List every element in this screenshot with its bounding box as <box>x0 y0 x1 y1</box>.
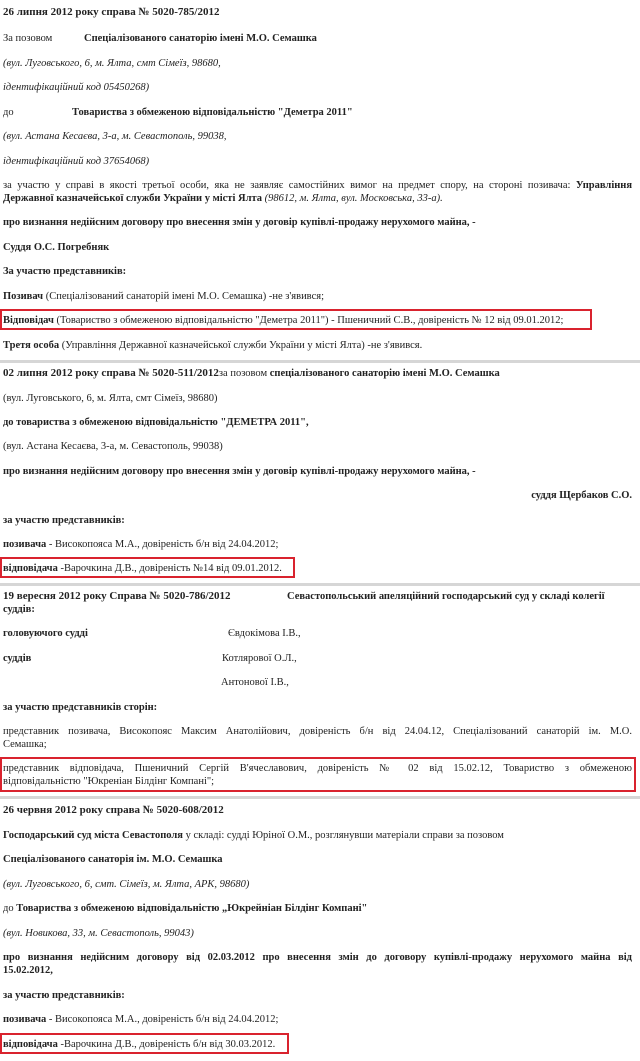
court-composition-cont: суддів: <box>3 604 35 615</box>
plaintiff-representative <box>3 290 324 303</box>
defendant-address: (вул. Астана Кесаєва, 3-а, м. Севастополь, 99038) <box>3 441 223 452</box>
case-2-header: 02 липня 2012 року справа № 5020-511/2012 <box>3 367 219 379</box>
defendant-text: -Варочкина Д.В., довіреність №14 від 09.01.2012. <box>60 563 282 574</box>
plaintiff-name: Спеціалізованого санаторія ім. М.О. Семашка <box>3 854 223 865</box>
plaintiff-text: - Високопояса М.А., довіреність б/н від 24.04.2012; <box>48 1014 279 1025</box>
case-subject-line-1: про визнання недійсним договору від 02.03.2012 про внесення змін до договору купівлі-продажу нерухомого майна від <box>3 952 632 963</box>
third-party-label: Третя особа <box>3 340 60 351</box>
defendant-label: Відповідач <box>3 315 54 326</box>
defendant-representative <box>3 314 563 327</box>
defendant-rep-line-1: представник відповідача, Пшеничний Сергій В'ячеславович, довіреність № 02 від 15.02.12, Товариство з обмеженою <box>3 763 632 774</box>
case-3 <box>0 586 640 796</box>
third-party-bold: Управління <box>575 180 633 191</box>
case-subject: про визнання недійсним договору про внесення змін у договір купівлі-продажу нерухомого майна, - <box>3 466 476 477</box>
claim-label: За позовом <box>3 33 53 44</box>
court-line <box>3 829 504 842</box>
to-label: до <box>3 107 14 118</box>
third-party-status: (Управління Державної казначейської служби України у місті Ялта) -не з'явився. <box>61 340 423 351</box>
case-4-header: 26 червня 2012 року справа № 5020-608/2012 <box>3 804 224 816</box>
judge: суддя Щербаков С.О. <box>531 490 632 501</box>
case-4 <box>0 799 640 1061</box>
case-2-header-line <box>3 367 500 380</box>
defendant-code: ідентифікаційний код 37654068) <box>3 156 150 167</box>
third-party-line-2 <box>3 192 443 205</box>
plaintiff-label: Позивач <box>3 291 44 302</box>
representatives-heading: за участю представників сторін: <box>3 702 158 713</box>
plaintiff-name: спеціалізованого санаторію імені М.О. Семашка <box>269 368 500 379</box>
defendant-address: (вул. Астана Кесаєва, 3-а, м. Севастополь, 99038, <box>3 131 227 142</box>
plaintiff-representative <box>3 1013 278 1026</box>
defendant-representative <box>3 1038 275 1051</box>
presiding-label: головуючого судді <box>3 628 88 639</box>
defendant-label: відповідача <box>3 563 58 574</box>
third-party-representative <box>3 339 422 352</box>
plaintiff-address: (вул. Луговського, 6, м. Ялта, смт Сімеїз, 98680, <box>3 58 221 69</box>
plaintiff-rep-line-2: Семашка; <box>3 739 47 750</box>
representatives-heading: за участю представників: <box>3 990 125 1001</box>
case-subject-line-2: 15.02.2012, <box>3 965 53 976</box>
defendant-name: Товариства з обмеженою відповідальністю "Деметра 2011" <box>72 107 353 118</box>
defendant-text: -Варочкина Д.В., довіреність б/н від 30.03.2012. <box>60 1039 276 1050</box>
representatives-heading: За участю представників: <box>3 266 127 277</box>
representatives-heading: за участю представників: <box>3 515 125 526</box>
plaintiff-code: ідентифікаційний код 05450268) <box>3 82 150 93</box>
plaintiff-rep-line-1: представник позивача, Високопояс Максим Анатолійович, довіреність б/н від 24.04.12, Спеціалізований санаторій ім. М.О. <box>3 726 632 737</box>
judges-label: суддів <box>3 653 32 664</box>
judge: Суддя О.С. Погребняк <box>3 242 110 253</box>
third-party-line-1 <box>3 179 632 192</box>
plaintiff-address: (вул. Луговського, 6, м. Ялта, смт Сімеїз, 98680) <box>3 393 218 404</box>
third-party-name: Державної казначейської служби України у місті Ялта <box>3 193 263 204</box>
third-party-address: (98612, м. Ялта, вул. Московська, 33-а). <box>264 193 443 204</box>
defendant-rep-line-2: відповідальністю "Юкреніан Білдінг Компані"; <box>3 776 215 787</box>
judge-2: Антонової І.В., <box>221 677 289 688</box>
case-3-header: 19 вересня 2012 року Справа № 5020-786/2012 <box>3 590 231 602</box>
defendant-line <box>3 902 367 915</box>
plaintiff-address: (вул. Луговського, 6, смт. Сімеїз, м. Ялта, АРК, 98680) <box>3 879 250 890</box>
plaintiff-label: позивача <box>3 1014 47 1025</box>
defendant-address: (вул. Новикова, 33, м. Севастополь, 99043) <box>3 928 194 939</box>
plaintiff-text: - Високопояса М.А., довіреність б/н від 24.04.2012; <box>48 539 279 550</box>
defendant-representative <box>3 562 282 575</box>
claim-label: за позовом <box>218 368 268 379</box>
plaintiff-label: позивача <box>3 539 47 550</box>
third-party-text: за участю у справі в якості третьої особи, яка не заявляє самостійних вимог на предмет спору, на стороні позивача: <box>3 180 571 191</box>
plaintiff-name: Спеціалізованого санаторію імені М.О. Семашка <box>84 33 317 44</box>
defendant-text: (Товариство з обмеженою відповідальністю "Деметра 2011") - Пшеничний С.В., довіреність № 12 від 09.01.2012; <box>56 315 564 326</box>
to-label: до <box>3 903 14 914</box>
defendant-name: Товариства з обмеженою відповідальністю „Юкрейніан Білдінг Компані" <box>16 903 368 914</box>
case-1 <box>0 0 640 360</box>
judge-1: Котлярової О.Л., <box>222 653 297 664</box>
case-2 <box>0 363 640 585</box>
case-subject: про визнання недійсним договору про внесення змін у договір купівлі-продажу нерухомого майна, - <box>3 217 476 228</box>
presiding-name: Євдокімова І.В., <box>228 628 301 639</box>
case-1-header: 26 липня 2012 року справа № 5020-785/2012 <box>3 6 220 18</box>
court-name: Господарський суд міста Севастополя <box>3 830 183 841</box>
defendant-label: відповідача <box>3 1039 58 1050</box>
plaintiff-text: (Спеціалізований санаторій імені М.О. Семашка) -не з'явився; <box>45 291 324 302</box>
court-text: у складі: судді Юріної О.М., розглянувши матеріали справи за позовом <box>185 830 504 841</box>
plaintiff-representative <box>3 538 278 551</box>
defendant-name: до товариства з обмеженою відповідальністю "ДЕМЕТРА 2011", <box>3 417 309 428</box>
court-composition: Севастопольський апеляційний господарський суд у складі колегії <box>287 591 605 602</box>
